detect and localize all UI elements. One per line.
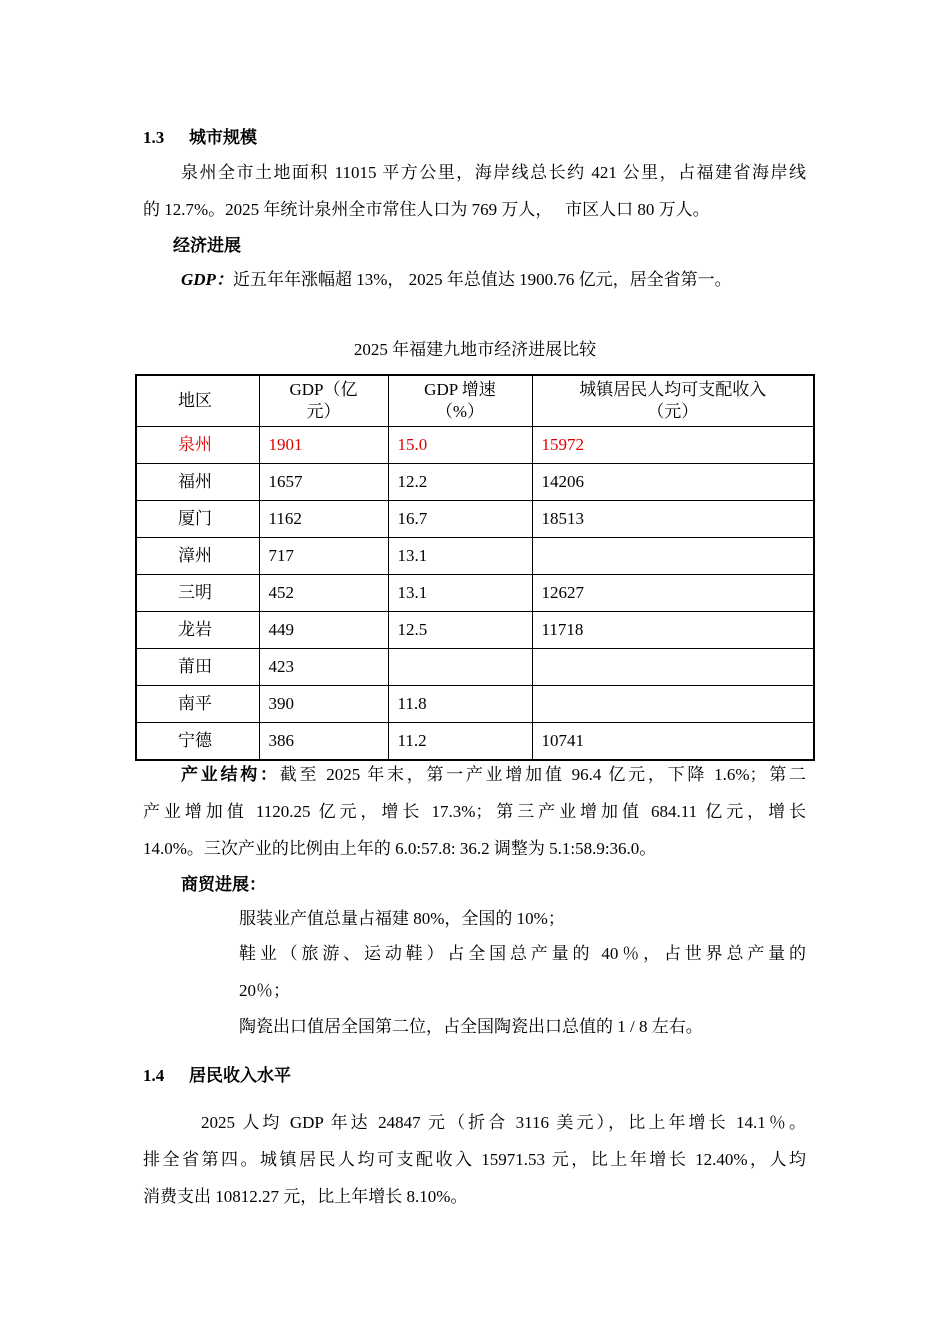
cell-gdp: 449 [259, 612, 388, 649]
cell-region: 福州 [136, 464, 259, 501]
economy-comparison-table [135, 374, 815, 761]
cell-region: 龙岩 [136, 612, 259, 649]
trade-item-2-line-2: 20％； [239, 981, 290, 1000]
table-row [136, 501, 814, 538]
cell-growth: 16.7 [388, 501, 532, 538]
gdp-text: 近五年年涨幅超 13%， 2025 年总值达 1900.76 亿元，居全省第一。 [232, 270, 732, 289]
section-title: 居民收入水平 [189, 1066, 291, 1085]
header-income [532, 375, 814, 427]
cell-growth: 11.2 [388, 723, 532, 761]
cell-region: 漳州 [136, 538, 259, 575]
scale-paragraph-line-2: 的 12.7%。2025 年统计泉州全市常住人口为 769 万人， 市区人口 80 万人。 [143, 200, 710, 219]
cell-gdp: 717 [259, 538, 388, 575]
table-row [136, 723, 814, 761]
section-title: 城市规模 [189, 128, 257, 147]
cell-income [532, 538, 814, 575]
industry-line-1 [181, 763, 806, 787]
cell-region: 泉州 [136, 427, 259, 464]
cell-gdp: 423 [259, 649, 388, 686]
header-income-line-1: 城镇居民人均可支配收入 [579, 380, 767, 399]
income-line-3: 消费支出 10812.27 元，比上年增长 8.10%。 [143, 1187, 468, 1206]
economy-heading: 经济进展 [173, 236, 241, 255]
cell-region: 厦门 [136, 501, 259, 538]
table-row [136, 575, 814, 612]
gdp-label: GDP： [181, 270, 233, 289]
table-header-row [136, 375, 814, 427]
cell-region: 莆田 [136, 649, 259, 686]
cell-gdp: 386 [259, 723, 388, 761]
cell-growth: 15.0 [388, 427, 532, 464]
header-growth-line-1: GDP 增速 [424, 380, 496, 399]
cell-growth: 13.1 [388, 575, 532, 612]
industry-line-3: 14.0%。三次产业的比例由上年的 6.0:57.8: 36.2 调整为 5.1:58.9:36.0。 [143, 839, 657, 858]
cell-growth: 12.5 [388, 612, 532, 649]
scale-paragraph-line-1: 泉州全市土地面积 11015 平方公里，海岸线总长约 421 公里，占福建省海岸线 [181, 163, 806, 182]
income-line-2: 排全省第四。城镇居民人均可支配收入 15971.53 元，比上年增长 12.40%，人均 [143, 1150, 806, 1169]
cell-gdp: 1901 [259, 427, 388, 464]
cell-income: 14206 [532, 464, 814, 501]
trade-item-3: 陶瓷出口值居全国第二位，占全国陶瓷出口总值的 1 / 8 左右。 [239, 1017, 703, 1036]
section-number: 1.4 [143, 1066, 165, 1085]
section-heading-1-3 [143, 126, 257, 150]
header-growth-line-2: （%） [435, 402, 485, 421]
cell-growth [388, 649, 532, 686]
trade-item-1: 服装业产值总量占福建 80%，全国的 10%； [239, 909, 565, 928]
cell-growth: 13.1 [388, 538, 532, 575]
industry-text-1: 截至 2025 年末，第一产业增加值 96.4 亿元，下降 1.6%；第二 [279, 765, 807, 784]
header-growth [388, 375, 532, 427]
cell-income [532, 686, 814, 723]
header-gdp-line-2: 元） [306, 402, 341, 421]
cell-growth: 12.2 [388, 464, 532, 501]
section-heading-1-4 [143, 1064, 291, 1088]
income-line-1: 2025 人均 GDP 年达 24847 元（折合 3116 美元），比上年增长 14.1％。 [201, 1113, 806, 1132]
cell-growth: 11.8 [388, 686, 532, 723]
header-gdp [259, 375, 388, 427]
header-gdp-line-1: GDP（亿 [289, 380, 358, 399]
cell-gdp: 452 [259, 575, 388, 612]
table-row [136, 612, 814, 649]
industry-line-2: 产业增加值 1120.25 亿元，增长 17.3%；第三产业增加值 684.11 亿元，增长 [143, 802, 806, 821]
industry-label: 产业结构： [181, 765, 280, 784]
header-region: 地区 [136, 375, 259, 427]
table-row [136, 649, 814, 686]
cell-income: 10741 [532, 723, 814, 761]
cell-gdp: 1657 [259, 464, 388, 501]
cell-region: 宁德 [136, 723, 259, 761]
cell-region: 南平 [136, 686, 259, 723]
cell-income: 15972 [532, 427, 814, 464]
table-row [136, 686, 814, 723]
table-row [136, 427, 814, 464]
gdp-summary [181, 268, 732, 292]
header-income-line-2: （元） [647, 402, 699, 421]
cell-gdp: 390 [259, 686, 388, 723]
section-number: 1.3 [143, 128, 165, 147]
table-row [136, 538, 814, 575]
table-row [136, 464, 814, 501]
cell-income [532, 649, 814, 686]
trade-label: 商贸进展： [181, 875, 266, 894]
cell-gdp: 1162 [259, 501, 388, 538]
cell-income: 18513 [532, 501, 814, 538]
table-caption: 2025 年福建九地市经济进展比较 [353, 340, 597, 359]
cell-income: 11718 [532, 612, 814, 649]
trade-item-2-line-1: 鞋业（旅游、运动鞋）占全国总产量的 40％，占世界总产量的 [239, 944, 806, 963]
cell-region: 三明 [136, 575, 259, 612]
cell-income: 12627 [532, 575, 814, 612]
